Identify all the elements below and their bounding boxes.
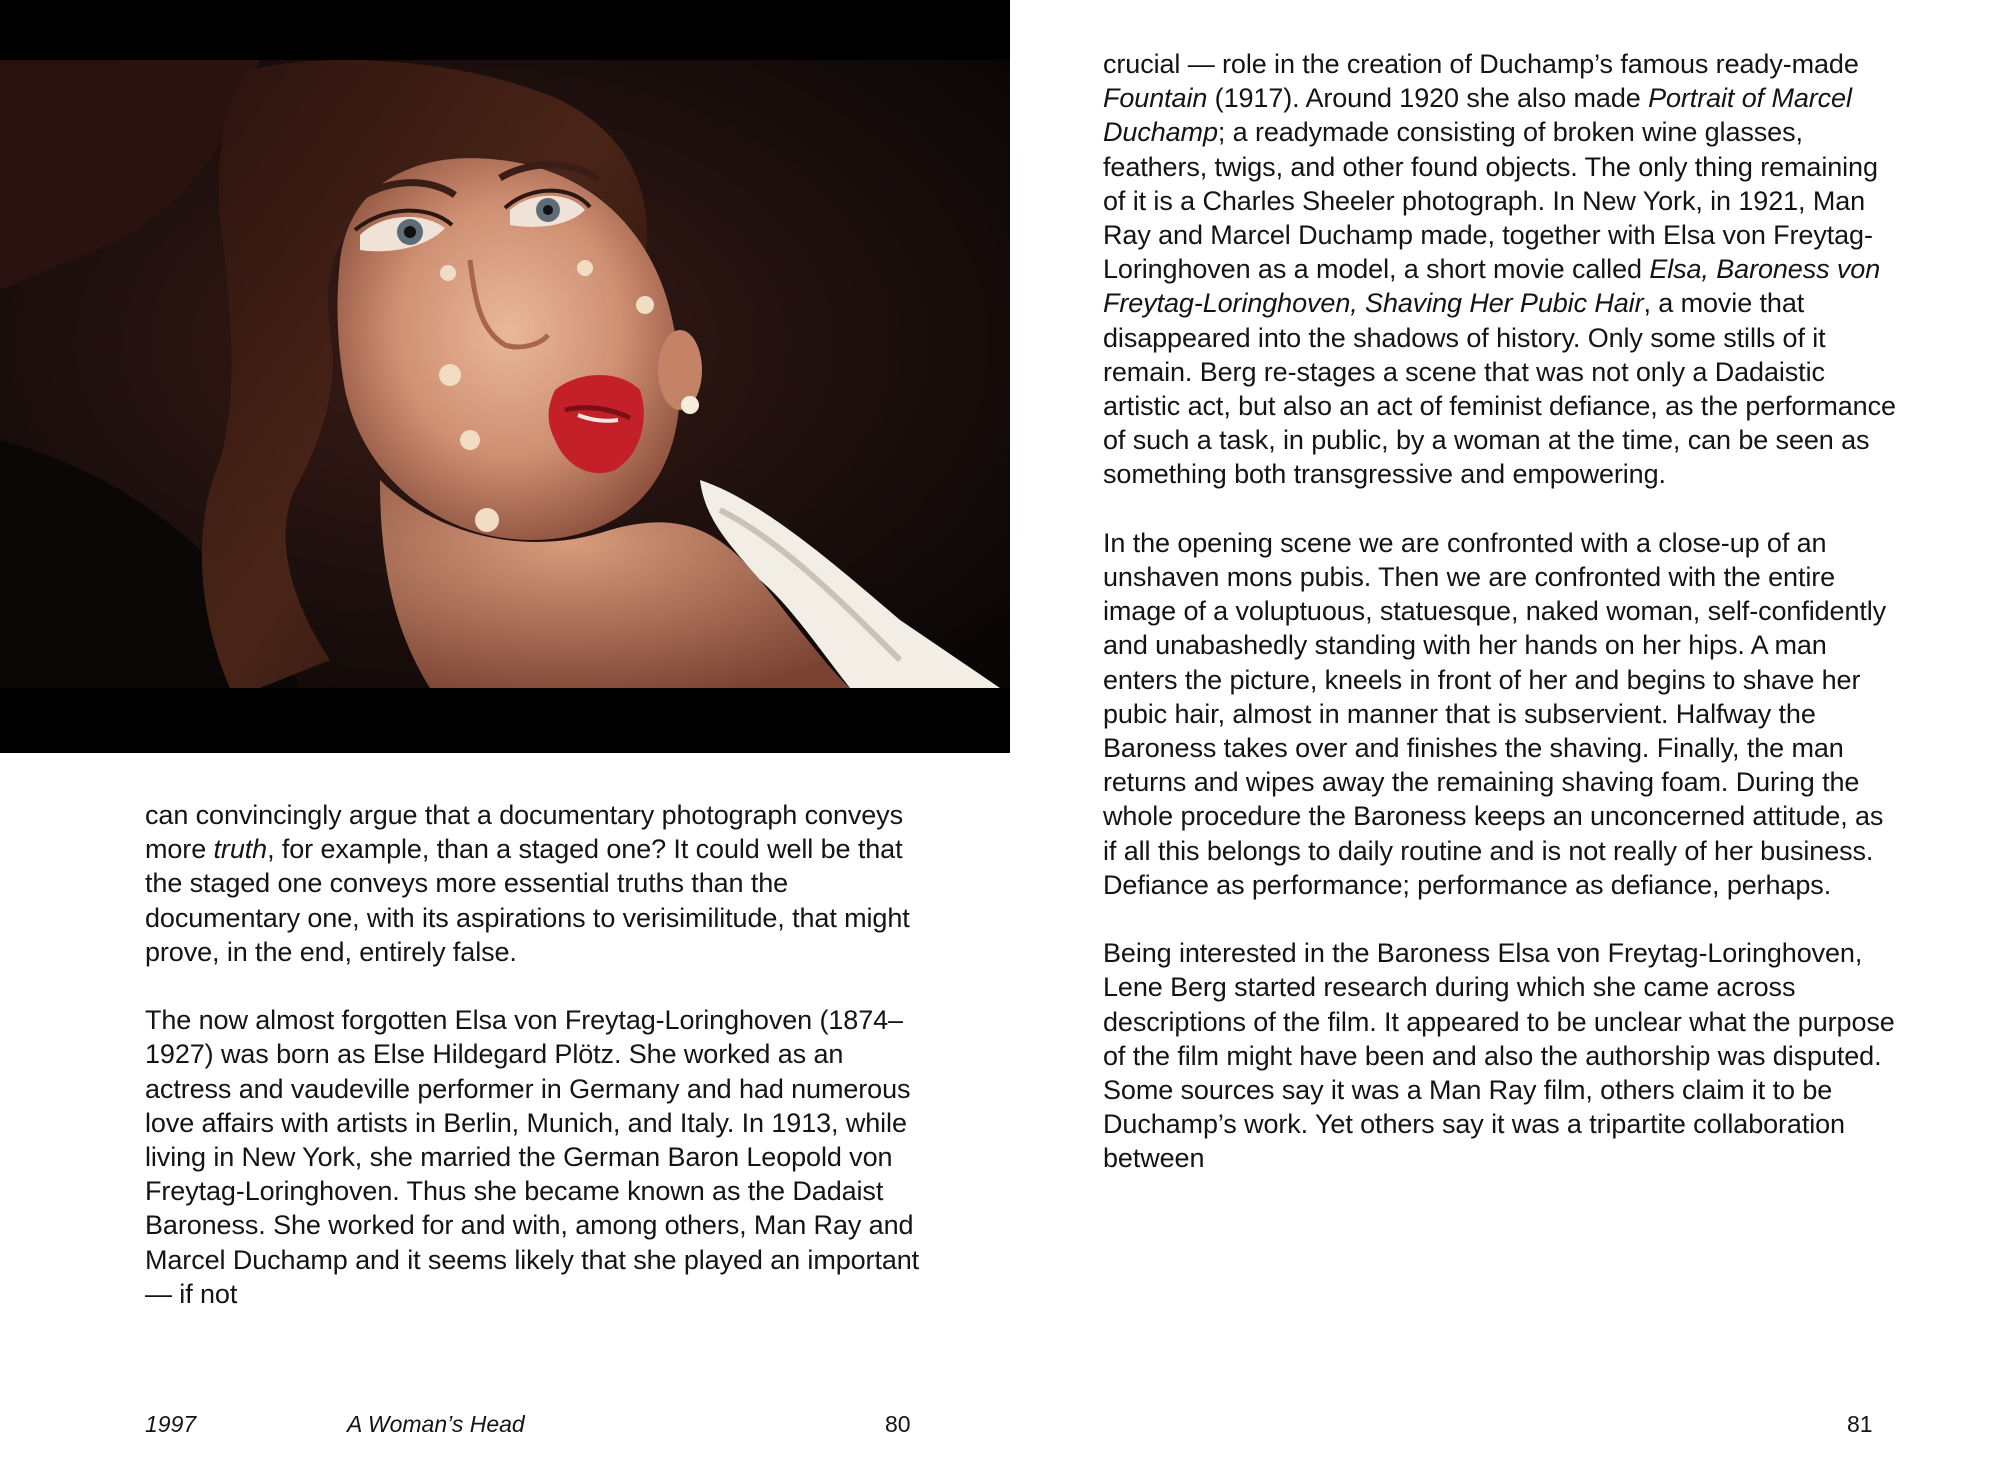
text-run: , for example, than a staged one? It could well be that the staged one conveys more essential truths than the documentary one, with its aspirations to verisimilitude, that might prove, in the end, entirely false. (145, 834, 910, 967)
text-run: ; a readymade consisting of broken wine glasses, feathers, twigs, and other found objects. The only thing remaining of it is a Charles Sheeler photograph. In New York, in 1921, Man Ray and Marcel Duchamp made, together with Elsa von Freytag-Loringhoven as a model, a short movie called (1103, 117, 1878, 285)
italic-run: Elsa, Baroness von Freytag-Loringhoven, Shaving Her Pubic Hair (1103, 254, 1881, 319)
page-number-right: 81 (1847, 1411, 1873, 1437)
italic-run: truth (213, 834, 268, 865)
page-number-left: 80 (885, 1411, 911, 1437)
paragraph (1103, 526, 1903, 902)
paragraph (1103, 47, 1903, 492)
paragraph (145, 798, 935, 969)
italic-run: Portrait of Marcel Duchamp (1103, 83, 1852, 148)
film-still (0, 0, 1010, 753)
paragraph (145, 1003, 935, 1311)
text-run: can convincingly argue that a documentary photograph conveys more (145, 800, 903, 865)
text-run: The now almost forgotten Elsa von Freytag-Loringhoven (1874–1927) was born as Else Hildegard Plötz. She worked as an actress and vaudeville performer in Germany and had numerous love affairs with artists in Berlin, Munich, and Italy. In 1913, while living in New York, she married the German Baron Leopold von Freytag-Loringhoven. Thus she became known as the Dadaist Baroness. She worked for and with, among others, Man Ray and Marcel Duchamp and it seems likely that she played an important — if not (145, 1005, 920, 1309)
paragraph (1103, 936, 1903, 1175)
italic-run: Fountain (1103, 83, 1208, 114)
text-run: , a movie that disappeared into the shadows of history. Only some stills of it remain. Berg re-stages a scene that was not only a Dadaistic artistic act, but also an act of feminist defiance, as the performance of such a task, in public, by a woman at the time, can be seen as something both transgressive and empowering. (1103, 288, 1896, 490)
film-still-image (0, 60, 1010, 688)
footer-title: A Woman’s Head (347, 1411, 525, 1437)
left-page-text (145, 798, 935, 1311)
text-run: In the opening scene we are confronted with a close-up of an unshaven mons pubis. Then we are confronted with the entire image of a voluptuous, statuesque, naked woman, self-confidently and unabashedly standing with her hands on her hips. A man enters the picture, kneels in front of her and begins to shave her pubic hair, almost in manner that is subservient. Halfway the Baroness takes over and finishes the shaving. Finally, the man returns and wipes away the remaining shaving foam. During the whole procedure the Baroness keeps an unconcerned attitude, as if all this belongs to daily routine and is not really of her business. Defiance as performance; performance as defiance, perhaps. (1103, 527, 1887, 900)
text-run: Being interested in the Baroness Elsa von Freytag-Loringhoven, Lene Berg started research during which she came across descriptions of the film. It appeared to be unclear what the purpose of the film might have been and also the authorship was disputed. Some sources say it was a Man Ray film, others claim it to be Duchamp’s work. Yet others say it was a tripartite collaboration between (1103, 938, 1895, 1174)
footer-year: 1997 (145, 1411, 197, 1437)
text-run: crucial — role in the creation of Duchamp’s famous ready-made (1103, 49, 1859, 79)
text-run: (1917). Around 1920 she also made (1207, 83, 1649, 114)
right-page-text (1103, 47, 1903, 1176)
